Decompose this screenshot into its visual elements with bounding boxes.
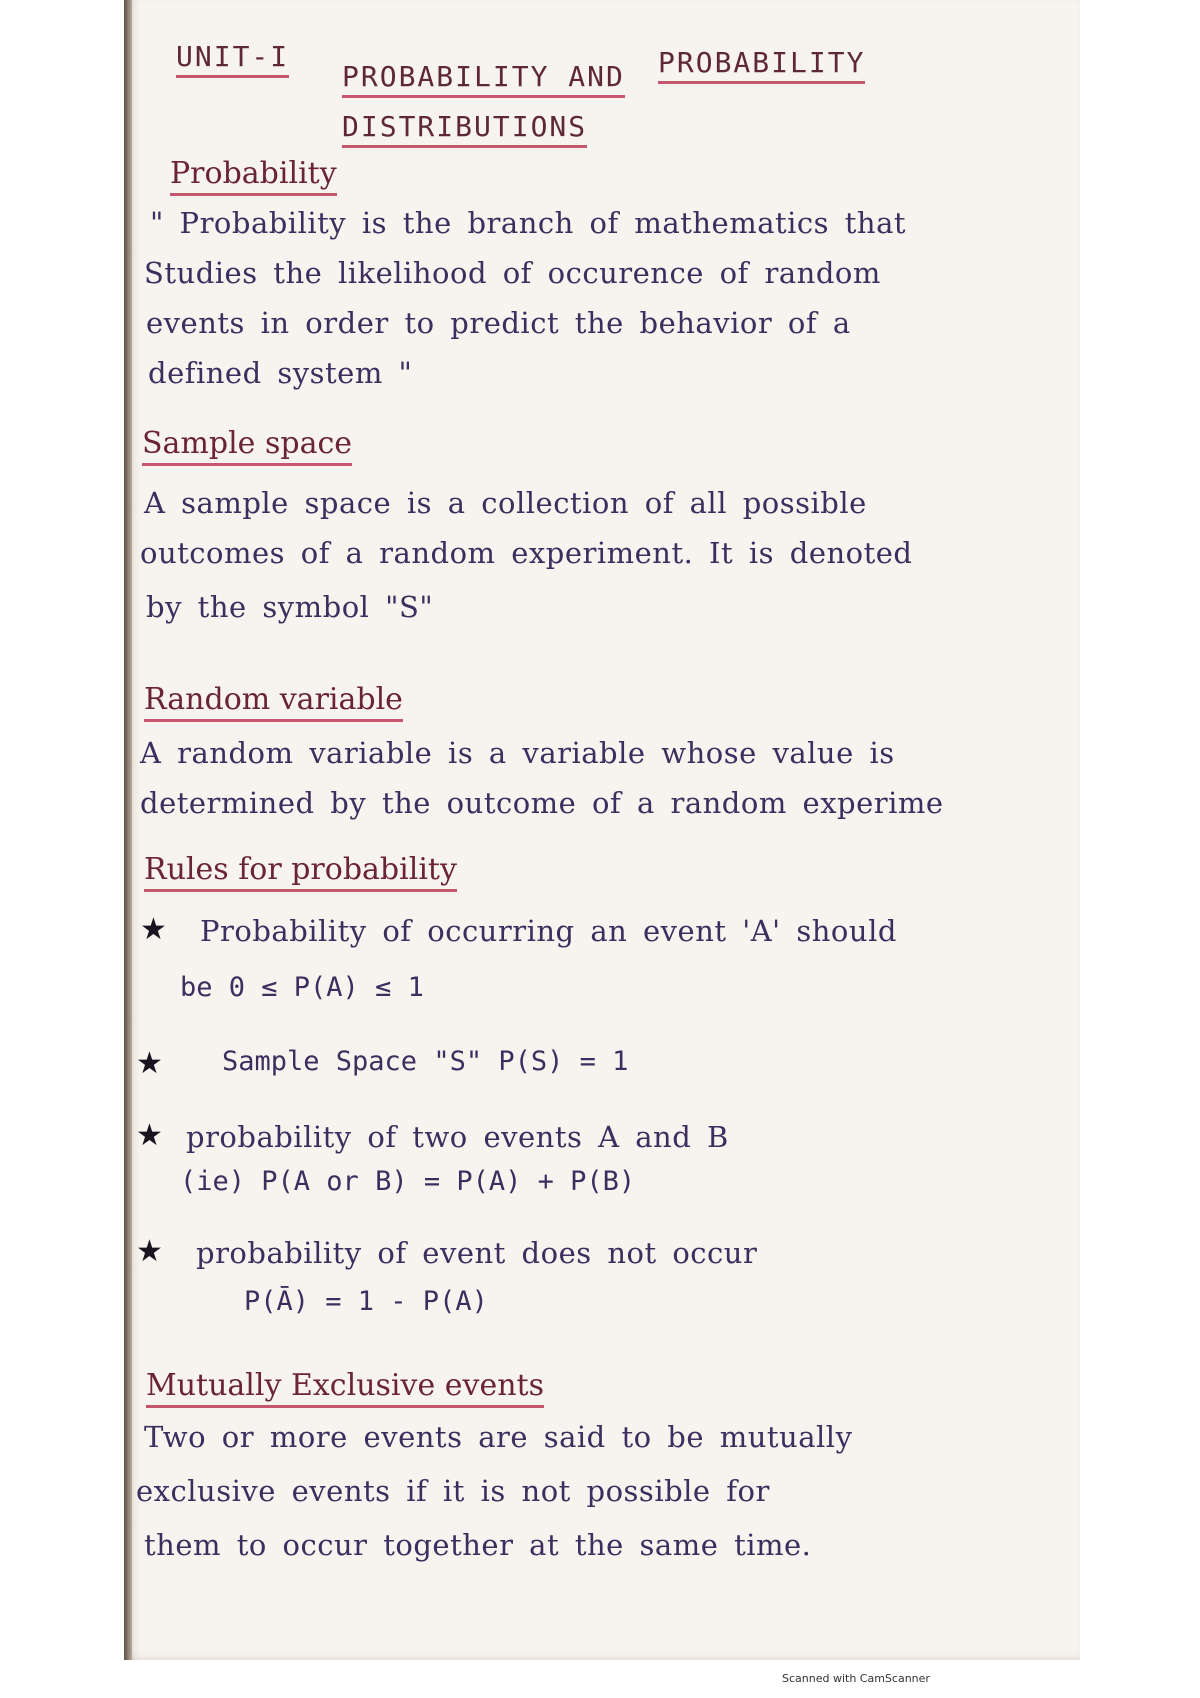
bullet-star-icon: ★ <box>140 912 167 947</box>
page-binding-edge <box>124 0 132 1660</box>
mutually-exclusive-heading: Mutually Exclusive events <box>146 1368 544 1408</box>
probability-heading: Probability <box>170 156 337 196</box>
mutually-exclusive-line-2: exclusive events if it is not possible for <box>136 1474 770 1508</box>
bullet-star-icon: ★ <box>136 1046 163 1081</box>
rule-2-line-1: Sample Space "S" P(S) = 1 <box>222 1046 629 1077</box>
bullet-star-icon: ★ <box>136 1118 163 1153</box>
probability-line-2: Studies the likelihood of occurence of random <box>144 256 881 290</box>
probability-line-3: events in order to predict the behavior of a <box>146 306 851 340</box>
title-line1-left: PROBABILITY AND <box>342 60 625 98</box>
unit-label: UNIT-I <box>176 40 289 78</box>
sample-space-line-1: A sample space is a collection of all possible <box>144 486 867 520</box>
rule-1-line-2: be 0 ≤ P(A) ≤ 1 <box>180 972 424 1003</box>
rule-1-line-1: Probability of occurring an event 'A' should <box>200 914 897 948</box>
random-variable-heading: Random variable <box>144 682 403 722</box>
probability-line-1: " Probability is the branch of mathematics that <box>150 206 907 240</box>
scanner-watermark: Scanned with CamScanner <box>782 1672 930 1685</box>
sample-space-heading: Sample space <box>142 426 352 466</box>
title-line1-right: PROBABILITY <box>658 46 865 84</box>
random-variable-line-2: determined by the outcome of a random experime <box>140 786 944 820</box>
rule-3-line-1: probability of two events A and B <box>186 1120 729 1154</box>
notebook-page <box>124 0 1080 1660</box>
rule-4-line-1: probability of event does not occur <box>196 1236 758 1270</box>
rule-4-line-2: P(Ā) = 1 - P(A) <box>244 1286 488 1317</box>
title-line2: DISTRIBUTIONS <box>342 110 587 148</box>
mutually-exclusive-line-1: Two or more events are said to be mutually <box>144 1420 853 1454</box>
sample-space-line-3: by the symbol "S" <box>146 590 434 624</box>
bullet-star-icon: ★ <box>136 1234 163 1269</box>
probability-line-4: defined system " <box>148 356 413 390</box>
random-variable-line-1: A random variable is a variable whose value is <box>140 736 895 770</box>
rules-heading: Rules for probability <box>144 852 457 892</box>
rule-3-line-2: (ie) P(A or B) = P(A) + P(B) <box>180 1166 636 1197</box>
mutually-exclusive-line-3: them to occur together at the same time. <box>144 1528 812 1562</box>
sample-space-line-2: outcomes of a random experiment. It is denoted <box>140 536 913 570</box>
